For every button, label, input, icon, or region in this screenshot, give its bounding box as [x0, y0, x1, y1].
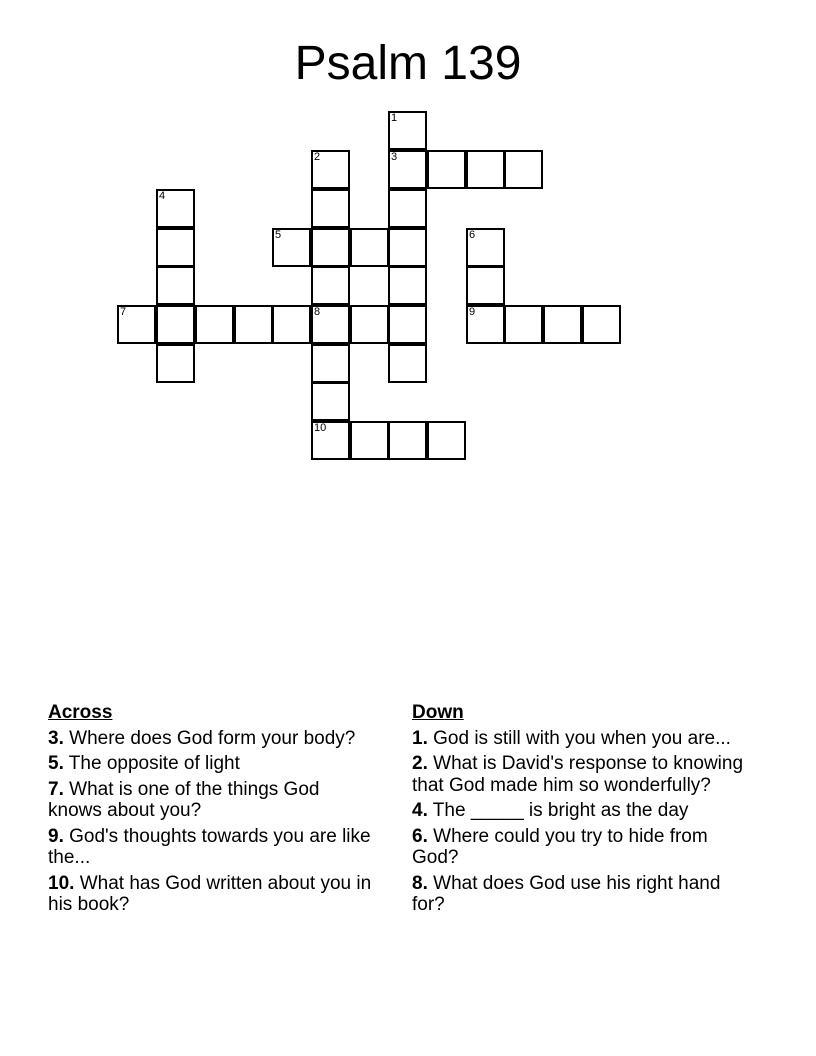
grid-cell[interactable]: [466, 228, 505, 267]
clue-text: What is David's response to knowing that God made him so wonderfully?: [412, 753, 744, 796]
grid-cell[interactable]: [156, 228, 195, 267]
grid-cell[interactable]: [388, 150, 427, 189]
grid-cell[interactable]: [311, 305, 350, 344]
clue-number: 4.: [412, 800, 428, 821]
grid-cell[interactable]: [388, 111, 427, 150]
clue-text: What is one of the things God knows about you?: [48, 778, 320, 821]
grid-cell[interactable]: [311, 382, 350, 421]
grid-cell[interactable]: [156, 266, 195, 305]
grid-cell[interactable]: [388, 344, 427, 383]
across-clue-9: [48, 826, 378, 869]
crossword-grid: [0, 0, 816, 480]
grid-cell[interactable]: [156, 344, 195, 383]
clue-number: 2.: [412, 753, 428, 774]
grid-cell[interactable]: [156, 189, 195, 228]
clue-text: Where could you try to hide from God?: [412, 825, 708, 868]
clue-number: 6.: [412, 825, 428, 847]
clue-number: 10.: [48, 872, 75, 894]
cell-number: 2: [314, 151, 321, 163]
grid-cell[interactable]: [156, 305, 195, 344]
down-clue-2: [412, 753, 752, 796]
clue-text: What has God written about you in his book?: [48, 872, 372, 915]
grid-cell[interactable]: [466, 150, 505, 189]
down-heading: Down: [412, 702, 464, 723]
clue-number: 3.: [48, 727, 64, 749]
grid-cell[interactable]: [311, 228, 350, 267]
clue-number: 8.: [412, 872, 428, 894]
grid-cell[interactable]: [582, 305, 621, 344]
across-clue-5: [48, 753, 378, 775]
grid-cell[interactable]: [311, 344, 350, 383]
down-clue-6: [412, 826, 752, 869]
grid-cell[interactable]: [504, 150, 543, 189]
grid-cell[interactable]: [427, 150, 466, 189]
grid-cell[interactable]: [466, 305, 505, 344]
grid-cell[interactable]: [388, 305, 427, 344]
cell-number: 5: [275, 229, 282, 241]
grid-cell[interactable]: [350, 228, 389, 267]
cell-number: 3: [391, 151, 398, 163]
grid-cell[interactable]: [311, 266, 350, 305]
cell-number: 1: [391, 112, 398, 124]
down-clue-1: [412, 728, 752, 750]
grid-cell[interactable]: [388, 266, 427, 305]
down-clue-8: [412, 873, 752, 916]
clue-text: What does God use his right hand for?: [412, 872, 721, 915]
down-clues: [412, 702, 752, 920]
grid-cell[interactable]: [311, 421, 350, 460]
grid-cell[interactable]: [350, 305, 389, 344]
clue-text: God is still with you when you are...: [427, 727, 731, 749]
cell-number: 7: [120, 306, 127, 318]
clue-text: The opposite of light: [63, 753, 240, 774]
grid-cell[interactable]: [543, 305, 582, 344]
cell-number: 4: [159, 190, 166, 202]
grid-cell[interactable]: [388, 228, 427, 267]
grid-cell[interactable]: [427, 421, 466, 460]
grid-cell[interactable]: [311, 189, 350, 228]
grid-cell[interactable]: [388, 189, 427, 228]
clue-number: 7.: [48, 778, 64, 800]
clue-text: Where does God form your body?: [63, 727, 356, 749]
grid-cell[interactable]: [311, 150, 350, 189]
across-clues: [48, 702, 378, 920]
grid-cell[interactable]: [466, 266, 505, 305]
cell-number: 6: [469, 229, 476, 241]
clue-number: 1.: [412, 727, 428, 749]
clue-text: The _____ is bright as the day: [427, 800, 689, 821]
clue-number: 9.: [48, 825, 64, 847]
clue-number: 5.: [48, 753, 64, 774]
grid-cell[interactable]: [350, 421, 389, 460]
across-heading: Across: [48, 702, 113, 723]
clue-text: God's thoughts towards you are like the...: [48, 825, 371, 868]
grid-cell[interactable]: [117, 305, 156, 344]
page-title: Psalm 139: [294, 37, 522, 90]
across-clue-3: [48, 728, 378, 750]
cell-number: 10: [314, 422, 327, 434]
grid-cell[interactable]: [272, 228, 311, 267]
grid-cell[interactable]: [272, 305, 311, 344]
cell-number: 9: [469, 306, 476, 318]
grid-cell[interactable]: [388, 421, 427, 460]
grid-cell[interactable]: [504, 305, 543, 344]
down-clue-4: [412, 800, 752, 822]
grid-cell[interactable]: [234, 305, 273, 344]
grid-cell[interactable]: [195, 305, 234, 344]
cell-number: 8: [314, 306, 321, 318]
across-clue-7: [48, 779, 378, 822]
across-clue-10: [48, 873, 378, 916]
